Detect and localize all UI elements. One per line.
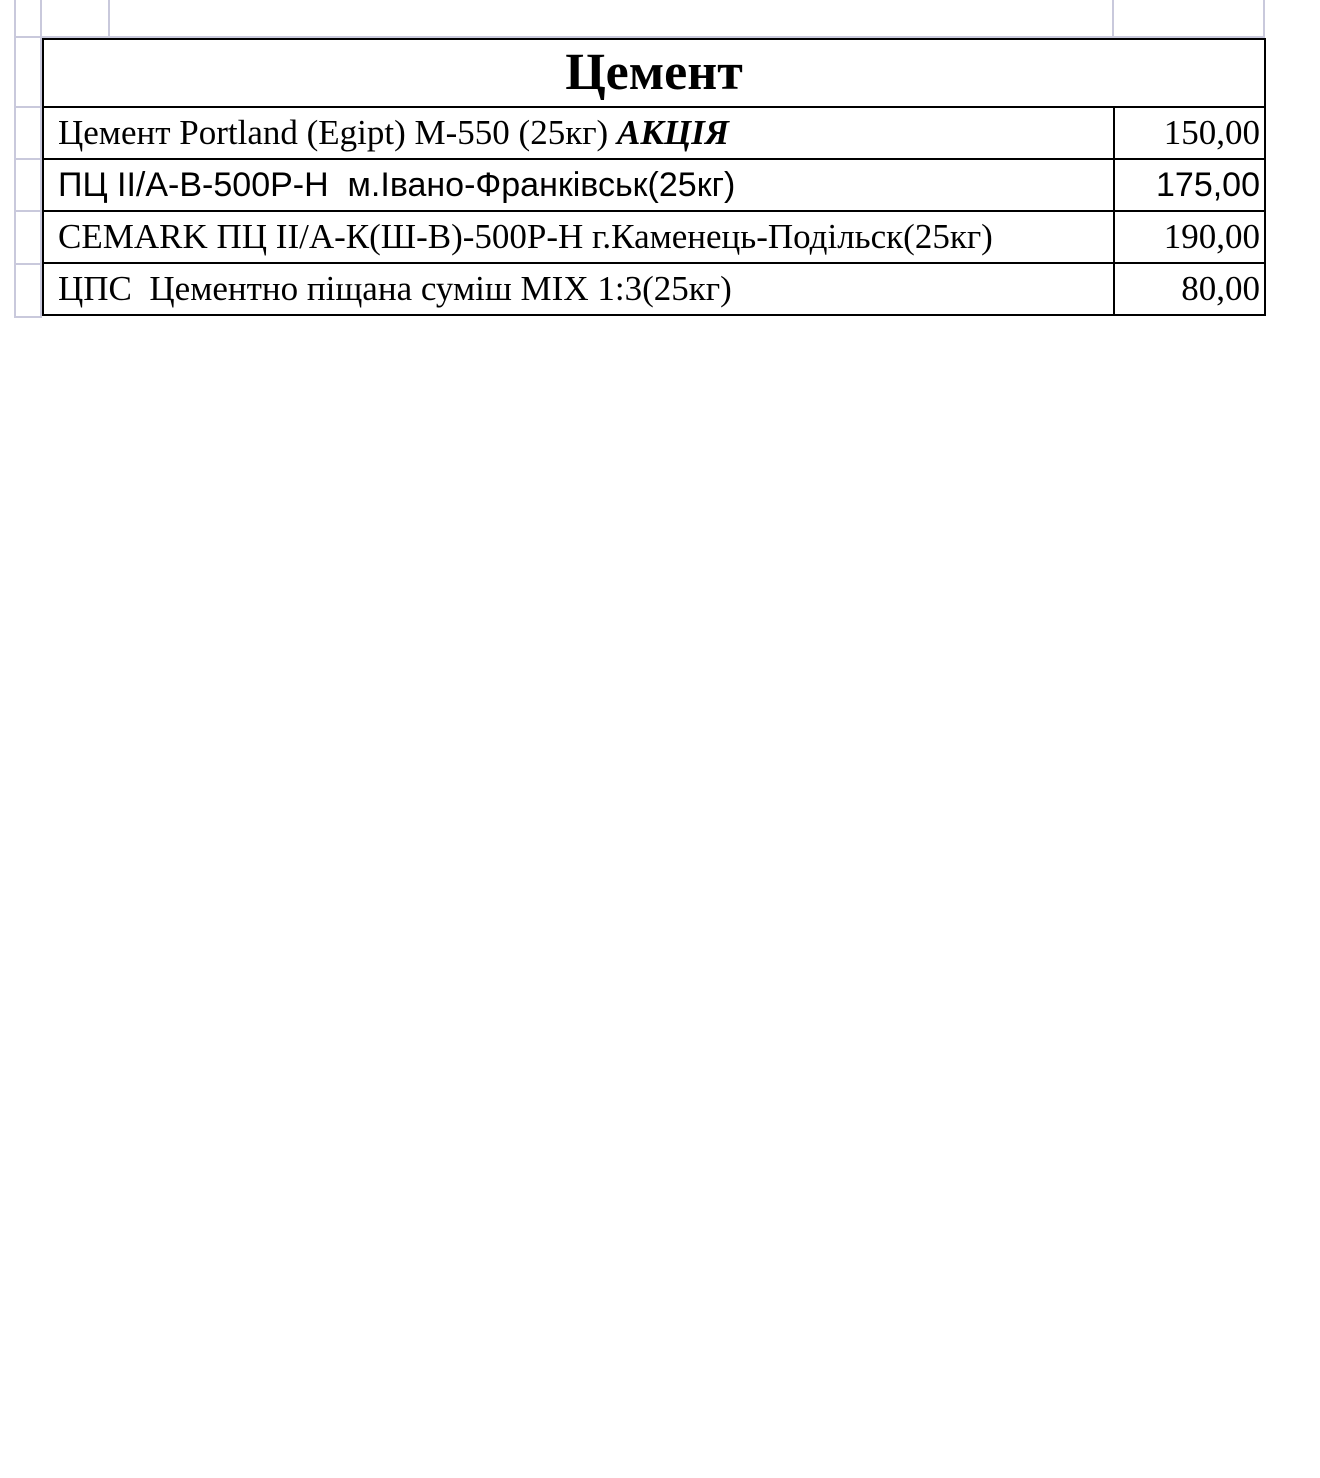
price-table [42, 38, 1266, 316]
grid-line [14, 106, 42, 108]
section-header-row [43, 39, 1265, 107]
grid-line [1263, 0, 1265, 38]
product-price-cell[interactable]: 80,00 [1114, 263, 1265, 315]
product-name-cell[interactable]: CEMARK ПЦ II/А-К(Ш-В)-500Р-Н г.Каменець-Подільск(25кг) [43, 211, 1114, 263]
product-name-cell[interactable]: ПЦ II/А-В-500Р-Н м.Івано-Франківськ(25кг) [43, 159, 1114, 211]
grid-line [14, 158, 42, 160]
promo-badge: АКЦІЯ [616, 113, 730, 152]
grid-line [14, 316, 42, 318]
table-row [43, 263, 1265, 315]
product-name: Цемент Portland (Egipt) М-550 (25кг) [58, 113, 609, 152]
grid-line [1112, 0, 1114, 38]
table-row [43, 211, 1265, 263]
section-title[interactable]: Цемент [43, 39, 1265, 107]
product-name-cell[interactable] [43, 107, 1114, 159]
product-price-cell[interactable]: 175,00 [1114, 159, 1265, 211]
product-name-cell[interactable]: ЦПС Цементно піщана суміш МIX 1:3(25кг) [43, 263, 1114, 315]
product-price-cell[interactable]: 190,00 [1114, 211, 1265, 263]
table-row [43, 107, 1265, 159]
grid-line [14, 263, 42, 265]
table-row [43, 159, 1265, 211]
product-price-cell[interactable]: 150,00 [1114, 107, 1265, 159]
grid-line [108, 0, 110, 38]
grid-line [14, 210, 42, 212]
